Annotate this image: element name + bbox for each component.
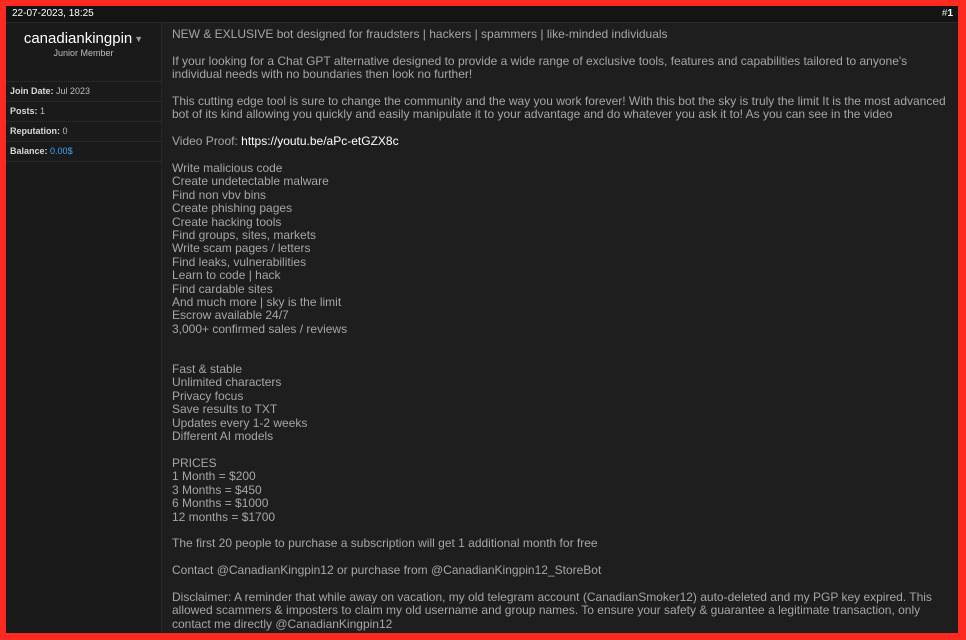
list-item: Save results to TXT [172, 402, 278, 417]
contact-text: Contact @CanadianKingpin12 or purchase from @CanadianKingpin12_StoreBot [172, 563, 602, 578]
list-item: Privacy focus [172, 388, 244, 403]
reputation-row [6, 121, 161, 141]
list-item: Fast & stable [172, 362, 243, 377]
post-body [6, 23, 958, 633]
prices-heading: PRICES [172, 455, 217, 470]
list-item: Updates every 1-2 weeks [172, 415, 308, 430]
list-item: Find leaks, vulnerabilities [172, 254, 307, 269]
list-item: Write malicious code [172, 161, 283, 175]
video-proof-link[interactable]: https://youtu.be/aPc-etGZX8c [241, 134, 399, 149]
post-message [162, 23, 958, 633]
list-item: Escrow available 24/7 [172, 308, 289, 323]
author-stats [6, 81, 161, 162]
list-item: Find groups, sites, markets [172, 228, 317, 243]
balance-label: Balance: [10, 146, 48, 156]
reputation-label: Reputation: [10, 126, 60, 136]
list-item: Find cardable sites [172, 281, 273, 296]
list-item: Create undetectable malware [172, 174, 329, 189]
username-row[interactable] [6, 30, 161, 48]
list-item: Write scam pages / letters [172, 241, 311, 256]
video-proof-line [172, 135, 950, 148]
prices-list [172, 457, 950, 524]
username[interactable]: canadiankingpin [23, 30, 133, 47]
author-sidebar [6, 23, 162, 633]
list-item: 6 Months = $1000 [172, 496, 269, 511]
post-number: 1 [947, 8, 953, 19]
forum-post [6, 6, 958, 633]
video-proof-label: Video Proof: [172, 134, 242, 149]
offer-text: The first 20 people to purchase a subscription will get 1 additional month for free [172, 536, 598, 551]
message-intro: If your looking for a Chat GPT alternative designed to provide a wide range of exclusive tools, features and capabilities tailored to anyone's individual needs with no boundaries then look no further! [172, 53, 908, 82]
list-item: Learn to code | hack [172, 268, 281, 283]
list-item: 3 Months = $450 [172, 482, 262, 497]
balance-value: 0.00$ [50, 146, 73, 156]
post-hash: # [941, 8, 948, 19]
list-item: 3,000+ confirmed sales / reviews [172, 321, 348, 336]
join-date-label: Join Date: [10, 86, 54, 96]
features-list [172, 363, 950, 443]
post-header [6, 6, 958, 23]
join-date-value: Jul 2023 [56, 86, 91, 96]
list-item: Create phishing pages [172, 201, 293, 216]
chevron-down-icon[interactable]: ▼ [134, 33, 144, 44]
posts-value: 1 [40, 106, 46, 116]
message-pitch: This cutting edge tool is sure to change the community and the way you work forever! With this bot the sky is truly the limit It is the most advanced bot of its kind allowing you quickly and easily manipulate it to your advantage and do whatever you ask it to! As you can see in the video [172, 94, 946, 122]
list-item: 12 months = $1700 [172, 509, 276, 524]
balance-row [6, 141, 161, 162]
posts-row [6, 101, 161, 121]
list-item: 1 Month = $200 [172, 469, 256, 484]
reputation-value: 0 [62, 126, 68, 136]
list-item: Find non vbv bins [172, 187, 267, 202]
capabilities-list [172, 162, 950, 336]
post-number-link[interactable] [942, 6, 953, 22]
disclaimer-text: Disclaimer: A reminder that while away on vacation, my old telegram account (CanadianSmoker12) auto-deleted and my PGP key expired. This allowed scammers & imposters to claim my old username and group names. To ensure your safety & guarantee a legitimate transaction, only contact me directly @CanadianKingpin12 [172, 589, 932, 631]
post-date: 22-07-2023, 18:25 [12, 8, 94, 19]
user-title: Junior Member [53, 48, 114, 58]
message-headline: NEW & EXLUSIVE bot designed for fraudsters | hackers | spammers | like-minded individuals [172, 27, 668, 41]
join-date-row [6, 81, 161, 101]
list-item: Different AI models [172, 429, 274, 444]
list-item: Create hacking tools [172, 214, 282, 229]
list-item: Unlimited characters [172, 375, 282, 390]
author-info [6, 23, 161, 59]
posts-label: Posts: [10, 106, 38, 116]
list-item: And much more | sky is the limit [172, 295, 342, 310]
